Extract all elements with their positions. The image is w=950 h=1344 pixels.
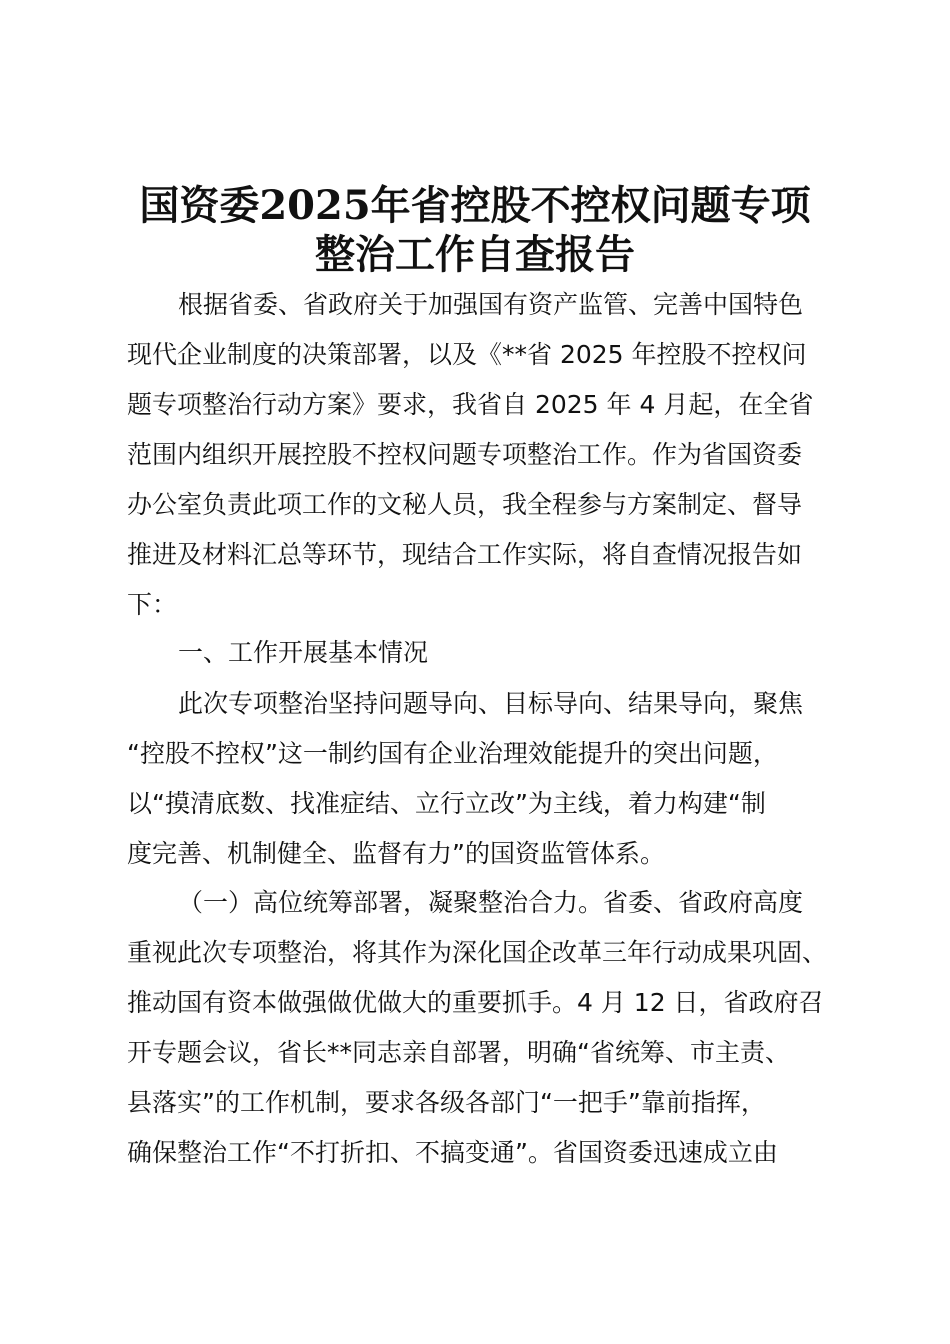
body-line: 确保整治工作“不打折扣、不搞变通”。省国资委迅速成立由 [127,1138,778,1167]
body-line: 题专项整治行动方案》要求，我省自 2025 年 4 月起，在全省 [127,390,814,419]
document-title-line-2: 整治工作自查报告 [315,231,635,278]
body-line: 度完善、机制健全、监督有力”的国资监管体系。 [127,839,665,868]
body-line: “控股不控权”这一制约国有企业治理效能提升的突出问题， [127,739,778,768]
body-line: （一）高位统筹部署，凝聚整治合力。省委、省政府高度 [178,888,804,917]
body-line: 推动国有资本做强做优做大的重要抓手。4 月 12 日，省政府召 [127,988,824,1017]
body-line: 范围内组织开展控股不控权问题专项整治工作。作为省国资委 [127,440,803,469]
body-line: 办公室负责此项工作的文秘人员，我全程参与方案制定、督导 [127,490,803,519]
body-line: 现代企业制度的决策部署，以及《**省 2025 年控股不控权问 [127,340,807,369]
document-title-line-1: 国资委2025年省控股不控权问题专项 [139,182,811,229]
body-line: 此次专项整治坚持问题导向、目标导向、结果导向，聚焦 [178,689,804,718]
body-line: 开专题会议，省长**同志亲自部署，明确“省统筹、市主责、 [127,1038,790,1067]
body-line: 县落实”的工作机制，要求各级各部门“一把手”靠前指挥， [127,1088,766,1117]
body-line: 重视此次专项整治，将其作为深化国企改革三年行动成果巩固、 [127,938,828,967]
body-line: 以“摸清底数、找准症结、立行立改”为主线，着力构建“制 [127,789,766,818]
body-line: 下： [127,590,178,619]
body-line: 根据省委、省政府关于加强国有资产监管、完善中国特色 [178,290,804,319]
body-line: 推进及材料汇总等环节，现结合工作实际，将自查情况报告如 [127,540,803,569]
section-heading: 一、工作开展基本情况 [178,638,429,667]
